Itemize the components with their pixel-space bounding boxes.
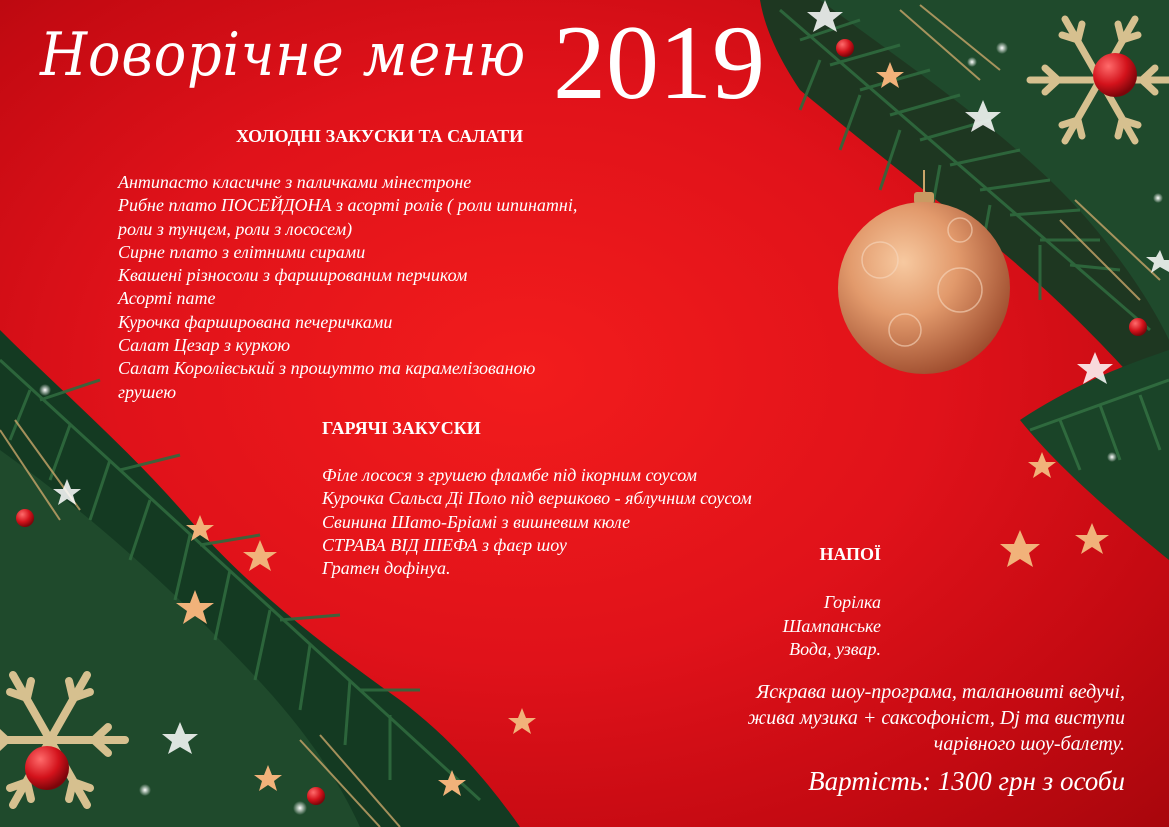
list-item: Горілка	[823, 592, 881, 612]
show-program-text	[748, 679, 1125, 757]
drinks-list	[783, 591, 881, 662]
list-item: Антипасто класичне з паличками мінестроне	[118, 172, 472, 192]
heading-hot-appetizers: ГАРЯЧІ ЗАКУСКИ	[322, 418, 481, 438]
list-item: Салат Королівський з прошутто та карамелізованою	[118, 358, 536, 379]
promo-line: жива музика + саксофоніст, Dj та виступи	[747, 707, 1125, 729]
list-item: Сирне плато з елітними сирами	[118, 241, 366, 262]
list-item: роли з тунцем, роли з лососем)	[118, 218, 353, 239]
promo-line: Яскрава шоу-програма, талановиті ведучі,	[756, 681, 1125, 703]
heading-cold-appetizers: ХОЛОДНІ ЗАКУСКИ ТА САЛАТИ	[236, 126, 524, 146]
menu-year: 2019	[553, 4, 765, 121]
menu-title: Новорічне меню	[40, 20, 527, 90]
promo-line: чарівного шоу-балету.	[933, 733, 1125, 755]
hot-appetizers-list	[322, 464, 752, 580]
list-item: Вода, узвар.	[789, 639, 881, 659]
list-item: СТРАВА ВІД ШЕФА з фаєр шоу	[322, 534, 567, 555]
list-item: Квашені різносоли з фаршированим перчиком	[118, 265, 468, 286]
heading-drinks: НАПОЇ	[819, 544, 881, 564]
list-item: Гратен дофінуа.	[322, 558, 451, 579]
list-item: Рибне плато ПОСЕЙДОНА з асорті ролів ( роли шпинатні,	[118, 195, 578, 216]
list-item: Філе лосося з грушею фламбе під ікорним соусом	[322, 465, 697, 485]
cold-appetizers-list	[118, 171, 577, 404]
list-item: Асорті пате	[118, 288, 216, 309]
list-item: Салат Цезар з куркою	[118, 335, 291, 356]
list-item: Свинина Шато-Бріамі з вишневим кюле	[322, 511, 631, 532]
list-item: грушею	[118, 381, 177, 402]
list-item: Курочка Сальса Ді Поло під вершково - яблучним соусом	[322, 488, 752, 509]
list-item: Шампанське	[782, 615, 881, 636]
price-per-person: Вартість: 1300 грн з особи	[808, 766, 1125, 796]
list-item: Курочка фарширована печеричками	[118, 311, 393, 332]
